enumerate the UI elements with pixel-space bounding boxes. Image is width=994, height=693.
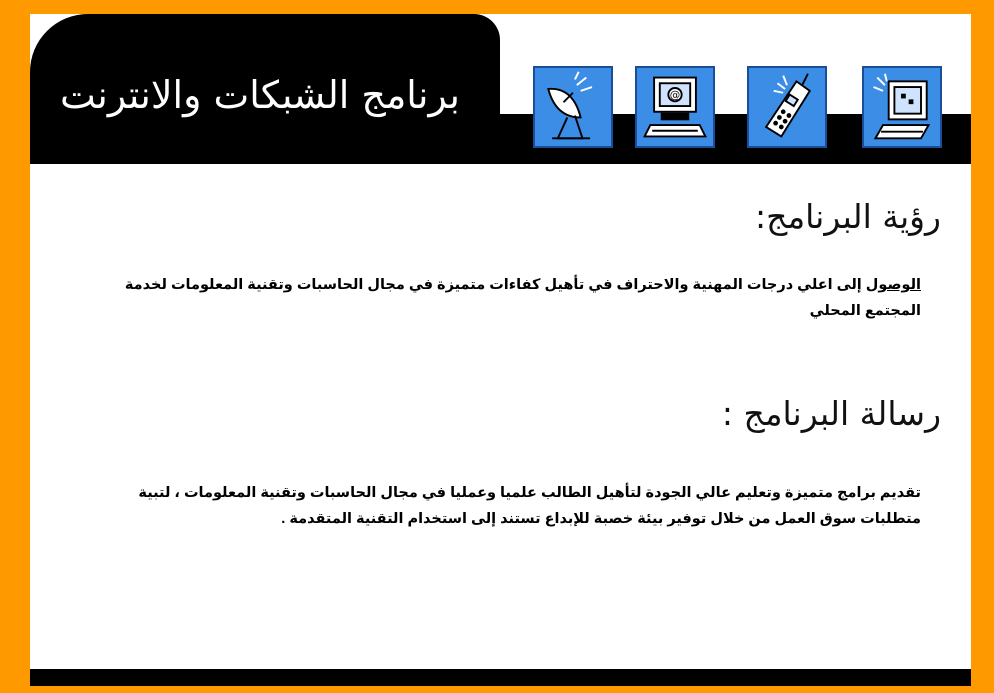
signal-terminal-icon: [862, 66, 942, 148]
satellite-dish-icon: [533, 66, 613, 148]
vision-heading: رؤية البرنامج:: [755, 197, 941, 236]
slide-title: برنامج الشبكات والانترنت: [59, 73, 460, 117]
footer-band: [30, 669, 971, 686]
slide-card: [30, 14, 971, 686]
vision-lead-word: الوصول: [865, 277, 921, 293]
header-banner: [30, 14, 971, 164]
vision-body: إلى اعلي درجات المهنية والاحتراف في تأهيل كفاءات متميزة في مجال الحاسبات وتقنية المعلومات لخدمة المجتمع المحلي: [124, 277, 921, 319]
mission-text: تقديم برامج متميزة وتعليم عالي الجودة لتأهيل الطالب علميا وعمليا في مجال الحاسبات وتقنية المعلومات ، لتبية متطلبات سوق العمل من خلال توفير بيئة خصبة للإبداع تستند إلى استخدام التقنية المتقدمة .: [138, 485, 921, 527]
vision-text: [101, 272, 921, 324]
computer-email-icon: [635, 66, 715, 148]
svg-text:@: @: [669, 89, 681, 102]
mobile-phone-icon: [747, 66, 827, 148]
mission-heading: رسالة البرنامج :: [721, 394, 941, 433]
